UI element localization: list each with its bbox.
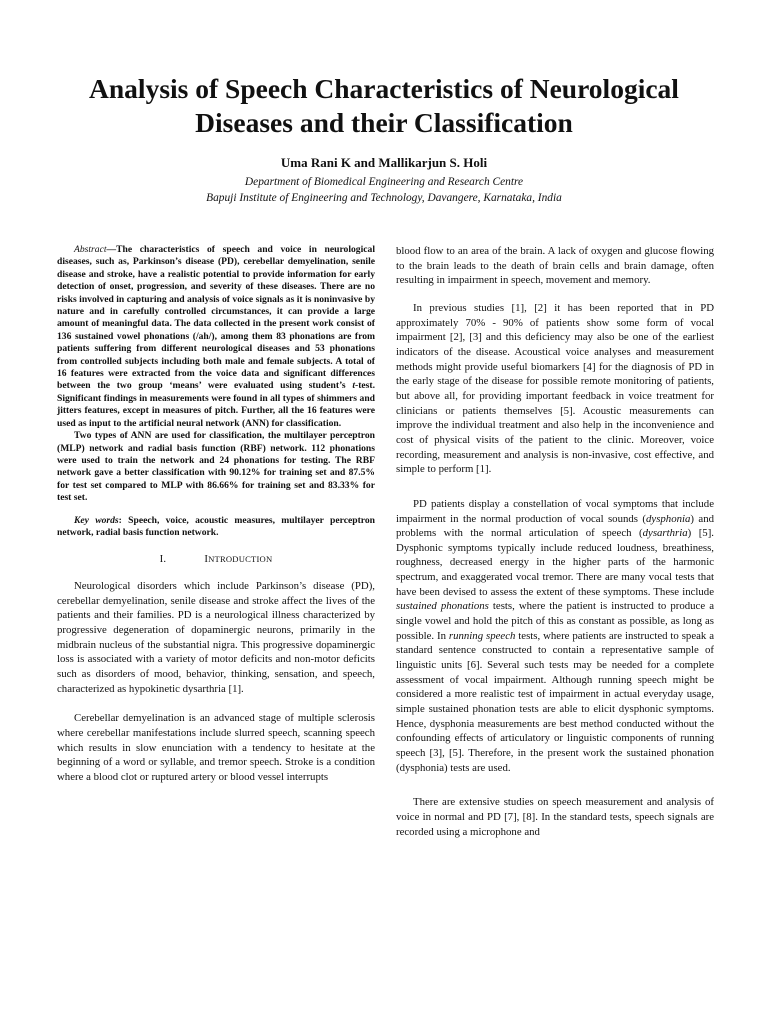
affiliation-institute: Bapuji Institute of Engineering and Technology, Davangere, Karnataka, India [206, 192, 562, 204]
right-paragraph-3 [396, 497, 714, 775]
left-column [57, 244, 375, 785]
affiliation-department: Department of Biomedical Engineering and Research Centre [244, 176, 524, 188]
intro-paragraph-2: Cerebellar demyelination is an advanced stage of multiple sclerosis where cerebellar manifestations include slurred speech, scanning speech which results in slow enunciation with a tendency to hesitate at the beginning of a word or syllable, and tremor speech. Stroke is a condition where a blood clot or ruptured artery or blood vessel interrupts [57, 712, 375, 783]
paper-title-line-2: Diseases and their Classification [195, 107, 573, 138]
abstract-paragraph-2: Two types of ANN are used for classification, the multilayer perceptron (MLP) network and radial basis function (RBF) network. 112 phonations were used to train the network and 24 phonations for testing. The RBF network gave a better classification with 90.12% for training set and 87.5% for test set compared to MLP with 86.66% for training set and 83.33% for test set. [57, 430, 375, 504]
abstract-text: The characteristics of speech and voice in neurological diseases, such as, Parkinson’s disease (PD), cerebellar demyelination, senile disease and stroke, have a realistic potential to provide information for early detection of onset, progression, and severity of these diseases. There are no risks involved in capturing and analysis of voice signals as it is noninvasive by nature and in carefully controlled circumstances, it can provide a large amount of meaningful data. The data collected in the present work consist of 136 sustained vowel phonations (/ah/), among them 83 phonations are from patients suffering from different neurological diseases and 53 phonations from controlled subjects including both male and female subjects. A total of 16 features were extracted from the voice data and significant differences between the two group ‘means’ were evaluated using student’s [57, 244, 375, 392]
abstract-paragraph-1 [57, 244, 375, 430]
keywords [57, 515, 375, 540]
p3-text-e: tests, where patients are instructed to speak a standard sentence constructed to contain a representative sample of linguistic units [6]. Several such tests may be needed for a complete assessment of vocal impairment. Although running speech might be considered a more realistic test of impairment in actual everyday usage, simple sustained phonation tests are able to elicit dysphonic symptoms. Hence, dysphonia measurements are best method conducted without the confounding effects of articulatory or linguistic components of running speech [3], [5]. Therefore, in the present work the sustained phonation (dysphonia) tests are used. [396, 629, 715, 774]
p3-italic-sustained: sustained phonations [396, 600, 489, 613]
right-paragraph-4: There are extensive studies on speech measurement and analysis of voice in normal and PD [7], [8]. In the standard tests, speech signals are recorded using a microphone and [396, 796, 714, 838]
p3-text-d: tests, where the patient is instructed to produce a single vowel and hold the pitch of this as constant as possible, as long as possible. In [396, 600, 714, 642]
abstract-t-italic: t [352, 380, 356, 392]
paper-title [40, 72, 728, 140]
paper-authors: Uma Rani K and Mallikarjun S. Holi [280, 155, 488, 170]
right-paragraph-1: blood flow to an area of the brain. A lack of oxygen and glucose flowing to the brain leads to the death of brain cells and brain damage, often resulting in impairment in speech, movement and memory. [396, 245, 714, 287]
paper-title-line-1: Analysis of Speech Characteristics of Neurological [89, 73, 679, 104]
p3-italic-running: running speech [448, 629, 516, 642]
keywords-lead: Key words [74, 514, 119, 526]
keywords-text: : Speech, voice, acoustic measures, multilayer perceptron network, radial basis function network. [57, 514, 375, 538]
right-paragraph-2: In previous studies [1], [2] it has been reported that in PD approximately 70% - 90% of patients show some form of vocal impairment [2], [3] and this deficiency may also be one of the earliest indicators of the disease. Acoustical voice analyses and measurement methods might provide useful biomarkers [4] for the diagnosis of PD in the early stage of the disease for possible remote monitoring of patients, but above all, for providing important feedback in voice treatment for clinicians or patients themselves [5]. Acoustic measurements can improve the individual treatment and also help in the inconvenience and cost of physical visits of the patient to the clinic. Moreover, voice recording, measurement and analysis is non-invasive, cost effective, and simple to perform [1]. [396, 301, 714, 476]
section-heading-introduction [57, 552, 375, 567]
p3-italic-dysphonia: dysphonia [646, 512, 691, 525]
right-column [396, 244, 714, 839]
abstract-lead: Abstract [74, 244, 107, 255]
abstract-dash: — [106, 244, 117, 255]
p3-text-a: PD patients display a constellation of vocal symptoms that include impairment in the normal production of vocal sounds ( [396, 497, 714, 525]
section-title-initial: I [204, 553, 209, 566]
p3-text-b: ) and problems with the normal articulation of speech ( [396, 512, 714, 540]
p3-italic-dysarthria: dysarthria [642, 527, 688, 540]
p3-text-c: ) [5]. Dysphonic symptoms typically include reduced loudness, breathiness, roughness, decreased energy in the higher parts of the harmonic spectrum, and exaggerated vocal tremor. There are many vocal tests that have been devised to assess the extent of these symptoms. These include [396, 527, 714, 598]
intro-paragraph-1: Neurological disorders which include Parkinson’s disease (PD), cerebellar demyelination, senile disease and stroke affect the lives of the patients and their families. PD is a neurological illness characterized by progressive degeneration of dopaminergic neurons, primarily in the midbrain nucleus of the substantial nigra. This progressive dopaminergic loss is associated with a variety of motor deficits and non-motor deficits such as disorders of mood, behavior, thinking, sensation, and speech, characterized as hypokinetic dysarthria [1]. [57, 580, 375, 695]
section-number: I. [159, 553, 167, 566]
section-title-rest: NTRODUCTION [208, 554, 273, 565]
abstract-text-end: -test. Significant findings in measurements were found in all types of shimmers and jitters features, except in measures of pitch. Further, all the 16 features were used as input to the artificial neural network (ANN) for classification. [57, 380, 375, 429]
